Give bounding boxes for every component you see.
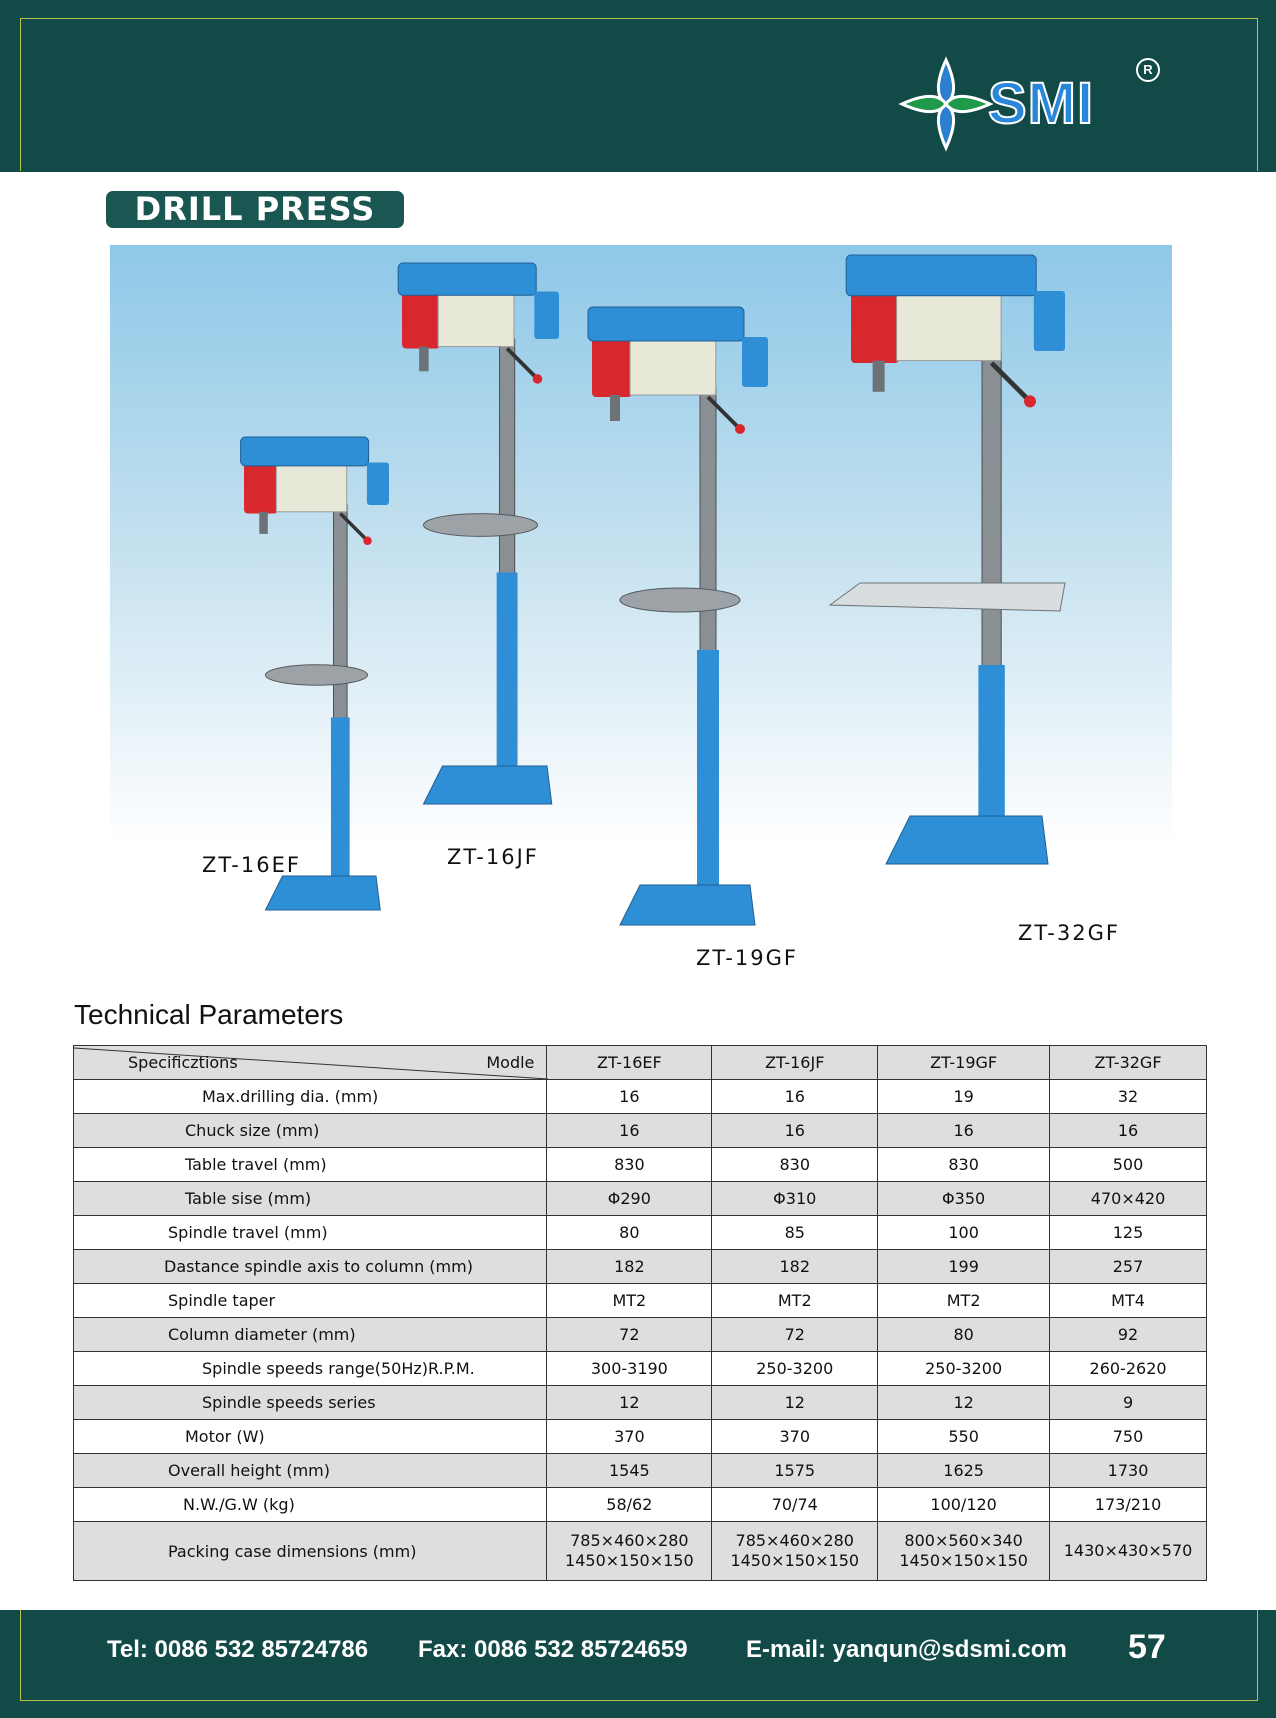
spec-value-cell: 830 xyxy=(712,1148,878,1182)
machine-3-head-red xyxy=(592,337,632,397)
spec-value-cell: 260-2620 xyxy=(1050,1352,1207,1386)
spec-label-cell: Table sise (mm) xyxy=(74,1182,547,1216)
machine-3-head-body xyxy=(630,335,716,395)
spec-value-cell: 12 xyxy=(547,1386,712,1420)
spec-value-cell: 830 xyxy=(547,1148,712,1182)
machine-3-base xyxy=(620,885,755,925)
machine-2-table xyxy=(424,514,538,537)
machine-4-head-red xyxy=(851,291,899,363)
machine-3-chuck xyxy=(610,395,620,421)
spec-value-cell: 72 xyxy=(547,1318,712,1352)
registered-mark: R xyxy=(1136,58,1160,82)
table-row xyxy=(74,1216,1207,1250)
machine-4-feed-knob xyxy=(1024,395,1036,407)
machine-4-column-sleeve xyxy=(978,665,1004,830)
spec-value-cell: MT2 xyxy=(712,1284,878,1318)
spec-value-cell: 199 xyxy=(878,1250,1050,1284)
spec-value-cell: 550 xyxy=(878,1420,1050,1454)
smi-logo xyxy=(896,52,1166,157)
spec-value-cell: Φ350 xyxy=(878,1182,1050,1216)
spec-label-cell: Table travel (mm) xyxy=(74,1148,547,1182)
product-label-zt-16ef: ZT-16EF xyxy=(202,853,301,877)
machine-3-belt-cover xyxy=(588,307,744,341)
spec-value-cell: 16 xyxy=(547,1114,712,1148)
machine-3-column-sleeve xyxy=(697,650,719,900)
table-row xyxy=(74,1454,1207,1488)
product-label-zt-19gf: ZT-19GF xyxy=(696,946,798,970)
spec-value-cell: 1430×430×570 xyxy=(1050,1522,1207,1581)
machine-2-belt-cover xyxy=(398,263,536,295)
spec-value-cell: 58/62 xyxy=(547,1488,712,1522)
spec-value-cell: 1625 xyxy=(878,1454,1050,1488)
footer-email: E-mail: yanqun@sdsmi.com xyxy=(746,1636,1067,1663)
spec-value-cell: 16 xyxy=(1050,1114,1207,1148)
machine-3-feed-knob xyxy=(735,424,745,434)
table-row xyxy=(74,1318,1207,1352)
technical-parameters-table xyxy=(73,1045,1207,1581)
spec-label-cell: Packing case dimensions (mm) xyxy=(74,1522,547,1581)
spec-label-cell: Dastance spindle axis to column (mm) xyxy=(74,1250,547,1284)
spec-label-cell: Spindle taper xyxy=(74,1284,547,1318)
machine-1-belt-cover xyxy=(241,437,369,466)
spec-label-cell: N.W./G.W (kg) xyxy=(74,1488,547,1522)
machine-4-head-body xyxy=(897,289,1002,361)
spec-label-cell: Spindle speeds series xyxy=(74,1386,547,1420)
spec-value-cell: 370 xyxy=(712,1420,878,1454)
machine-2-head-red xyxy=(402,292,440,349)
spec-label-cell: Max.drilling dia. (mm) xyxy=(74,1080,547,1114)
machine-4-base xyxy=(886,816,1048,864)
spec-value-cell: 173/210 xyxy=(1050,1488,1207,1522)
spec-value-cell: 257 xyxy=(1050,1250,1207,1284)
header-model-cell: ZT-32GF xyxy=(1050,1046,1207,1080)
page-number: 57 xyxy=(1128,1628,1166,1666)
spec-value-cell: 16 xyxy=(547,1080,712,1114)
table-row xyxy=(74,1488,1207,1522)
machine-2-feed-knob xyxy=(533,374,543,384)
product-label-zt-32gf: ZT-32GF xyxy=(1018,921,1120,945)
machine-4-table xyxy=(830,583,1065,611)
spec-value-cell: 250-3200 xyxy=(712,1352,878,1386)
table-row xyxy=(74,1080,1207,1114)
table-header-row xyxy=(74,1046,1207,1080)
spec-value-cell: 750 xyxy=(1050,1420,1207,1454)
footer-band xyxy=(0,1610,1276,1718)
machine-2-column-sleeve xyxy=(497,573,518,781)
machine-4-motor xyxy=(1034,291,1065,351)
machine-1-head-body xyxy=(276,461,346,512)
spec-value-cell: 470×420 xyxy=(1050,1182,1207,1216)
header-spec-label: Specificztions xyxy=(128,1053,238,1072)
spec-value-cell: 85 xyxy=(712,1216,878,1250)
spec-value-cell: 70/74 xyxy=(712,1488,878,1522)
spec-value-cell: 125 xyxy=(1050,1216,1207,1250)
spec-value-cell: 370 xyxy=(547,1420,712,1454)
spec-value-cell: 300-3190 xyxy=(547,1352,712,1386)
spec-value-cell: 80 xyxy=(547,1216,712,1250)
machine-2-chuck xyxy=(419,347,429,372)
table-row xyxy=(74,1182,1207,1216)
header-model-cell: ZT-16EF xyxy=(547,1046,712,1080)
machine-1-feed-knob xyxy=(363,536,372,545)
spec-value-cell: 100 xyxy=(878,1216,1050,1250)
machine-1-base xyxy=(266,876,381,910)
header-diagonal-cell xyxy=(74,1046,547,1080)
footer-tel: Tel: 0086 532 85724786 xyxy=(107,1636,369,1663)
header-model-cell: ZT-16JF xyxy=(712,1046,878,1080)
spec-value-cell: MT2 xyxy=(878,1284,1050,1318)
spec-value-cell: 800×560×340 1450×150×150 xyxy=(878,1522,1050,1581)
machine-2-head-body xyxy=(438,290,514,347)
spec-value-cell: 72 xyxy=(712,1318,878,1352)
table-row xyxy=(74,1148,1207,1182)
table-row xyxy=(74,1386,1207,1420)
machine-4-chuck xyxy=(873,361,885,392)
table-row xyxy=(74,1352,1207,1386)
spec-value-cell: 12 xyxy=(712,1386,878,1420)
spec-value-cell: Φ290 xyxy=(547,1182,712,1216)
spec-value-cell: 830 xyxy=(878,1148,1050,1182)
header-model-cell: ZT-19GF xyxy=(878,1046,1050,1080)
spec-label-cell: Motor (W) xyxy=(74,1420,547,1454)
table-row xyxy=(74,1284,1207,1318)
spec-label-cell: Overall height (mm) xyxy=(74,1454,547,1488)
spec-value-cell: 92 xyxy=(1050,1318,1207,1352)
page-title: DRILL PRESS xyxy=(106,191,404,228)
spec-value-cell: MT4 xyxy=(1050,1284,1207,1318)
spec-value-cell: 32 xyxy=(1050,1080,1207,1114)
table-row xyxy=(74,1250,1207,1284)
section-title: Technical Parameters xyxy=(74,999,344,1030)
spec-value-cell: 1575 xyxy=(712,1454,878,1488)
spec-value-cell: 785×460×280 1450×150×150 xyxy=(547,1522,712,1581)
header-model-label: Modle xyxy=(486,1053,535,1072)
spec-label-cell: Chuck size (mm) xyxy=(74,1114,547,1148)
spec-value-cell: 785×460×280 1450×150×150 xyxy=(712,1522,878,1581)
table-row xyxy=(74,1114,1207,1148)
logo-wordmark: SMI xyxy=(988,71,1095,136)
machine-1-motor xyxy=(367,463,389,506)
product-label-zt-16jf: ZT-16JF xyxy=(447,845,539,869)
spec-value-cell: 16 xyxy=(712,1114,878,1148)
spec-label-cell: Column diameter (mm) xyxy=(74,1318,547,1352)
spec-value-cell: MT2 xyxy=(547,1284,712,1318)
spec-label-cell: Spindle travel (mm) xyxy=(74,1216,547,1250)
spec-value-cell: 16 xyxy=(878,1114,1050,1148)
machine-1-chuck xyxy=(259,512,268,534)
spec-value-cell: 100/120 xyxy=(878,1488,1050,1522)
machine-2-base xyxy=(424,766,552,804)
spec-value-cell: 9 xyxy=(1050,1386,1207,1420)
machine-3-motor xyxy=(742,337,768,387)
spec-value-cell: 1545 xyxy=(547,1454,712,1488)
spec-value-cell: Φ310 xyxy=(712,1182,878,1216)
smi-logo-mark-icon xyxy=(896,52,996,157)
machine-3-table xyxy=(620,588,740,612)
spec-label-cell: Spindle speeds range(50Hz)R.P.M. xyxy=(74,1352,547,1386)
spec-value-cell: 182 xyxy=(712,1250,878,1284)
machine-1-table xyxy=(266,665,368,685)
machine-1-head-red xyxy=(244,463,278,514)
spec-value-cell: 182 xyxy=(547,1250,712,1284)
machine-2-motor xyxy=(534,292,559,340)
footer-fax: Fax: 0086 532 85724659 xyxy=(418,1636,688,1663)
spec-value-cell: 16 xyxy=(712,1080,878,1114)
spec-value-cell: 80 xyxy=(878,1318,1050,1352)
spec-value-cell: 19 xyxy=(878,1080,1050,1114)
machine-4-belt-cover xyxy=(846,255,1036,296)
table-row xyxy=(74,1522,1207,1581)
table-row xyxy=(74,1420,1207,1454)
machine-1-column-sleeve xyxy=(331,718,350,886)
spec-value-cell: 500 xyxy=(1050,1148,1207,1182)
spec-value-cell: 250-3200 xyxy=(878,1352,1050,1386)
spec-value-cell: 1730 xyxy=(1050,1454,1207,1488)
spec-value-cell: 12 xyxy=(878,1386,1050,1420)
